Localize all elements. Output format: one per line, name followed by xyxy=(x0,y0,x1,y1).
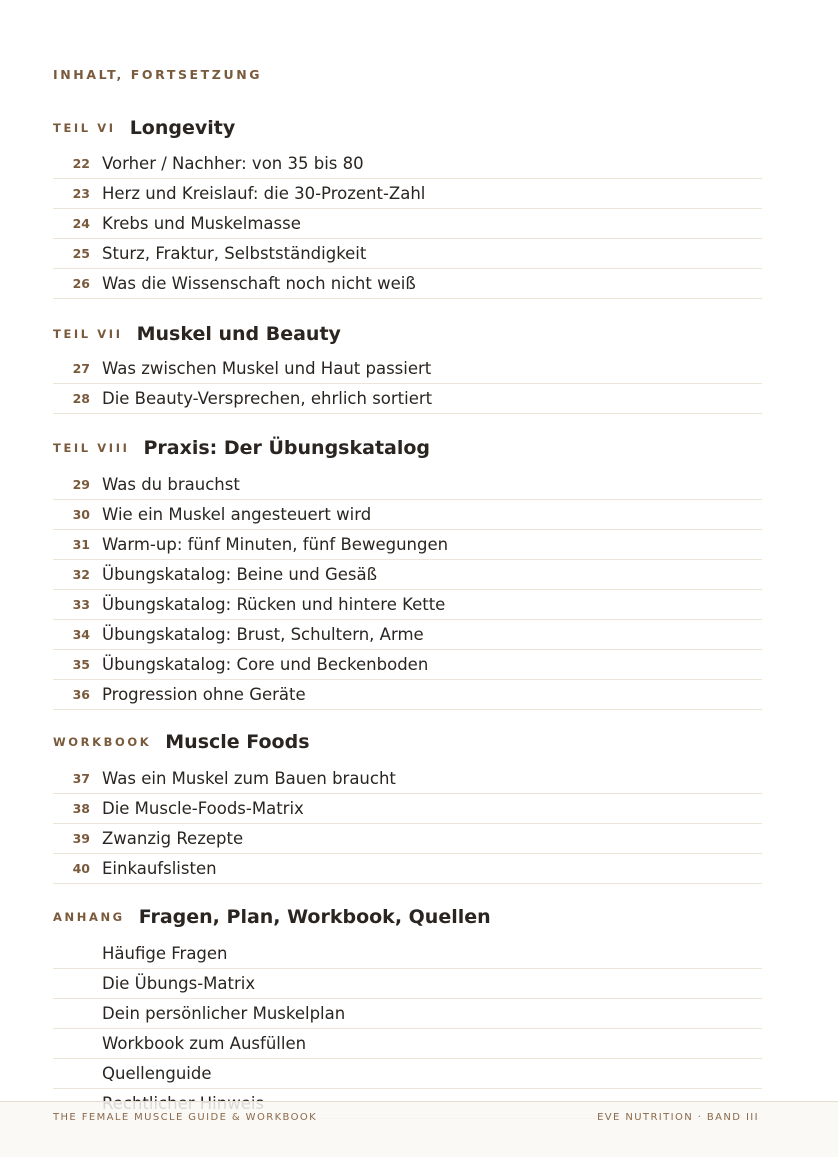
chapter-number: 25 xyxy=(72,246,90,261)
chapter-title: Übungskatalog: Brust, Schultern, Arme xyxy=(102,625,424,644)
page-header: INHALT, FORTSETZUNG xyxy=(53,67,263,82)
toc-entry[interactable] xyxy=(53,149,762,179)
chapter-number: 28 xyxy=(72,391,90,406)
section-heading xyxy=(53,318,762,350)
section-heading xyxy=(53,901,762,933)
toc-entry[interactable] xyxy=(53,530,762,560)
section-tag: ANHANG xyxy=(53,910,125,924)
chapter-number: 34 xyxy=(72,627,90,642)
chapter-title: Zwanzig Rezepte xyxy=(102,829,244,848)
section-title: Longevity xyxy=(129,117,236,139)
chapter-number: 30 xyxy=(72,507,90,522)
chapter-title: Einkaufslisten xyxy=(102,859,217,878)
toc-entry[interactable] xyxy=(53,794,762,824)
section-title: Muscle Foods xyxy=(165,731,310,753)
toc-entry[interactable] xyxy=(53,650,762,680)
toc-entry[interactable] xyxy=(53,764,762,794)
section-tag: TEIL VII xyxy=(53,327,123,341)
chapter-title: Warm-up: fünf Minuten, fünf Bewegungen xyxy=(102,535,449,554)
chapter-number: 29 xyxy=(72,477,90,492)
chapter-title: Sturz, Fraktur, Selbstständigkeit xyxy=(102,244,367,263)
chapter-number: 22 xyxy=(72,156,90,171)
chapter-title: Wie ein Muskel angesteuert wird xyxy=(102,505,372,524)
chapter-number: 36 xyxy=(72,687,90,702)
chapter-title: Übungskatalog: Core und Beckenboden xyxy=(102,655,429,674)
section-tag: WORKBOOK xyxy=(53,735,152,749)
chapter-title: Häufige Fragen xyxy=(102,944,228,963)
toc-entry[interactable] xyxy=(53,384,762,414)
section-title: Fragen, Plan, Workbook, Quellen xyxy=(138,906,491,928)
chapter-title: Vorher / Nachher: von 35 bis 80 xyxy=(102,154,364,173)
page-footer xyxy=(0,1101,838,1157)
toc-entry[interactable] xyxy=(53,209,762,239)
chapter-number: 40 xyxy=(72,861,90,876)
chapter-number: 32 xyxy=(72,567,90,582)
toc-section-teil-vi xyxy=(53,112,762,299)
chapter-title: Was ein Muskel zum Bauen braucht xyxy=(102,769,396,788)
chapter-number: 23 xyxy=(72,186,90,201)
toc-entry[interactable] xyxy=(53,179,762,209)
chapter-title: Die Muscle-Foods-Matrix xyxy=(102,799,304,818)
section-heading xyxy=(53,112,762,144)
toc-entry[interactable] xyxy=(53,354,762,384)
chapter-title: Die Übungs-Matrix xyxy=(102,974,256,993)
chapter-title: Was zwischen Muskel und Haut passiert xyxy=(102,359,432,378)
chapter-number: 24 xyxy=(72,216,90,231)
toc-entry[interactable] xyxy=(53,680,762,710)
toc-entry[interactable] xyxy=(53,854,762,884)
chapter-number: 31 xyxy=(72,537,90,552)
section-heading xyxy=(53,726,762,758)
toc-section-anhang xyxy=(53,901,762,1119)
section-title: Praxis: Der Übungskatalog xyxy=(143,437,431,459)
section-title: Muskel und Beauty xyxy=(136,323,341,345)
toc-entry[interactable] xyxy=(53,1029,762,1059)
footer-series: EVE NUTRITION · BAND III xyxy=(597,1112,759,1123)
toc-section-teil-viii xyxy=(53,432,762,710)
toc-entry[interactable] xyxy=(53,239,762,269)
chapter-title: Krebs und Muskelmasse xyxy=(102,214,301,233)
toc-entry[interactable] xyxy=(53,269,762,299)
toc-entry[interactable] xyxy=(53,560,762,590)
toc-entry[interactable] xyxy=(53,590,762,620)
chapter-number: 38 xyxy=(72,801,90,816)
chapter-number: 26 xyxy=(72,276,90,291)
chapter-number: 27 xyxy=(72,361,90,376)
chapter-title: Die Beauty-Versprechen, ehrlich sortiert xyxy=(102,389,433,408)
section-tag: TEIL VIII xyxy=(53,441,130,455)
toc-entry[interactable] xyxy=(53,470,762,500)
chapter-title: Herz und Kreislauf: die 30-Prozent-Zahl xyxy=(102,184,426,203)
toc-entry[interactable] xyxy=(53,620,762,650)
toc-entry[interactable] xyxy=(53,1059,762,1089)
chapter-number: 37 xyxy=(72,771,90,786)
section-heading xyxy=(53,432,762,464)
chapter-title: Was die Wissenschaft noch nicht weiß xyxy=(102,274,416,293)
toc-entry[interactable] xyxy=(53,969,762,999)
chapter-title: Quellenguide xyxy=(102,1064,212,1083)
chapter-number: 39 xyxy=(72,831,90,846)
chapter-number: 35 xyxy=(72,657,90,672)
chapter-title: Was du brauchst xyxy=(102,475,240,494)
toc-entry[interactable] xyxy=(53,824,762,854)
chapter-title: Workbook zum Ausfüllen xyxy=(102,1034,307,1053)
toc-entry[interactable] xyxy=(53,500,762,530)
chapter-title: Übungskatalog: Rücken und hintere Kette xyxy=(102,595,446,614)
section-tag: TEIL VI xyxy=(53,121,116,135)
chapter-number: 33 xyxy=(72,597,90,612)
toc-section-workbook xyxy=(53,726,762,884)
chapter-title: Progression ohne Geräte xyxy=(102,685,306,704)
chapter-title: Dein persönlicher Muskelplan xyxy=(102,1004,346,1023)
toc-entry[interactable] xyxy=(53,939,762,969)
toc-entry[interactable] xyxy=(53,999,762,1029)
footer-book-title: THE FEMALE MUSCLE GUIDE & WORKBOOK xyxy=(53,1112,318,1123)
toc-section-teil-vii xyxy=(53,318,762,414)
chapter-title: Übungskatalog: Beine und Gesäß xyxy=(102,565,378,584)
